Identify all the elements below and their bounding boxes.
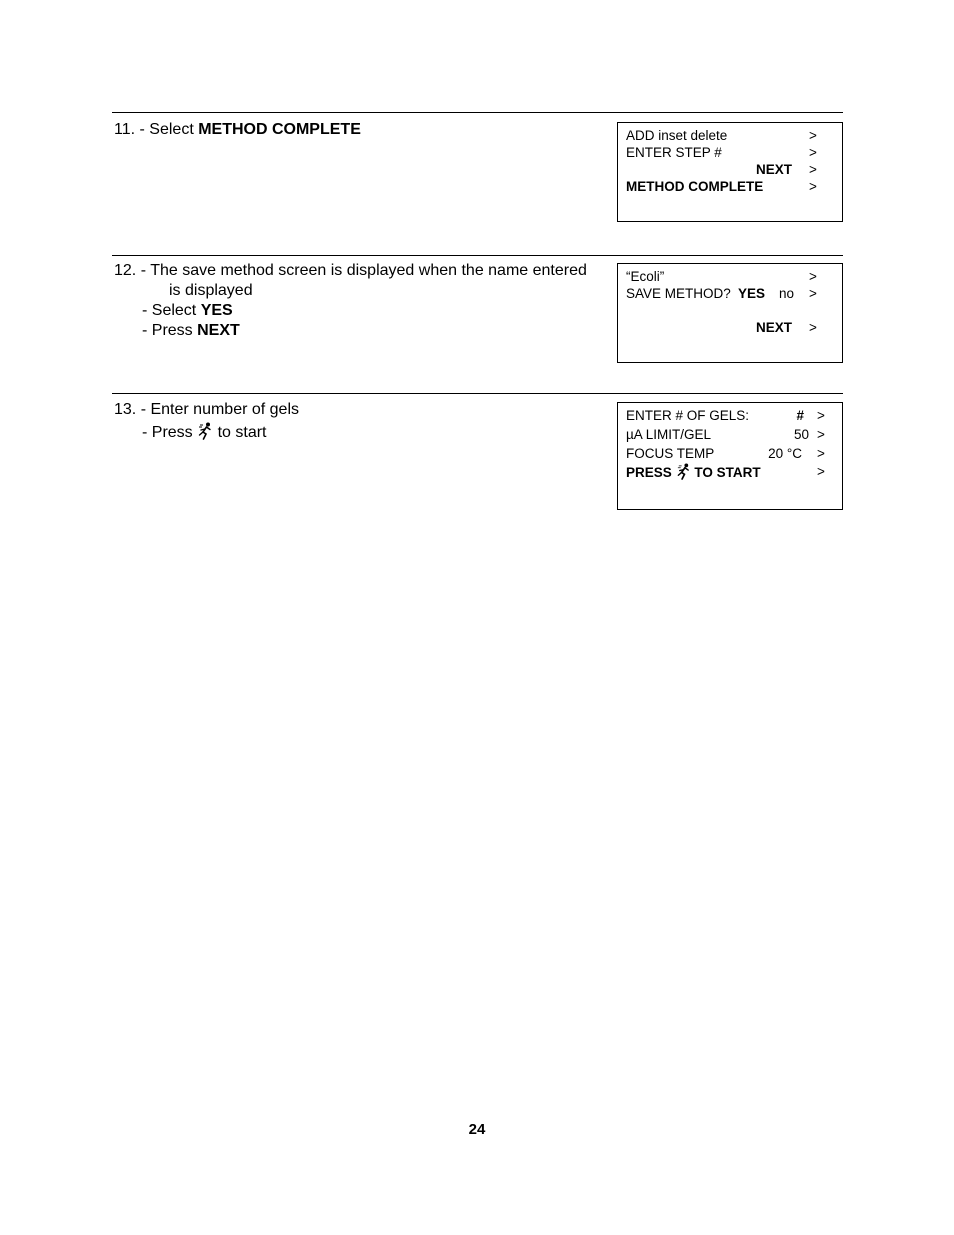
step-13-instructions [114, 400, 614, 446]
display-row [626, 161, 842, 178]
instruction-bold-text: NEXT [197, 322, 240, 339]
runner-icon [197, 422, 213, 446]
section-divider-12 [112, 255, 843, 256]
instruction-text: - Press [142, 424, 193, 441]
instruction-bold-text: METHOD COMPLETE [198, 121, 361, 138]
display-row-arrow: > [809, 162, 817, 177]
display-row-value: NEXT [755, 320, 792, 335]
instruction-text: to start [217, 424, 267, 441]
step-number: 13. [114, 401, 137, 418]
display-row-value: 20 °C [768, 446, 802, 461]
display-row [626, 144, 842, 161]
display-row-arrow: > [809, 286, 817, 301]
display-row [626, 268, 842, 285]
display-yes-option: YES [738, 286, 766, 301]
display-row-arrow: > [817, 427, 825, 442]
display-row-text: ADD inset delete [626, 128, 728, 143]
instruction-text: - The save method screen is displayed when the name entered [140, 262, 587, 279]
step-12-display-screen [617, 263, 843, 363]
display-row-text: METHOD COMPLETE [626, 179, 764, 194]
step-number: 11. [114, 121, 136, 138]
instruction-text: is displayed [169, 282, 253, 299]
display-row-text: “Ecoli” [626, 269, 665, 284]
step-12-instructions [114, 261, 614, 341]
instruction-text: - Enter number of gels [140, 401, 299, 418]
display-row [626, 407, 842, 424]
display-row-arrow: > [809, 128, 817, 143]
display-row-text: PRESS [626, 465, 672, 480]
instruction-text: - Press [142, 322, 198, 339]
instruction-text: - Select [142, 302, 201, 319]
display-row-arrow: > [809, 320, 817, 335]
step-13-display-screen [617, 402, 843, 510]
display-row-arrow: > [809, 269, 817, 284]
display-row [626, 426, 842, 443]
step-11-instructions [114, 120, 614, 140]
step-number: 12. [114, 262, 137, 279]
display-row-text: FOCUS TEMP [626, 446, 715, 461]
instruction-text: - Select [139, 121, 199, 138]
instruction-bold-text: YES [200, 302, 233, 319]
step-11-display-screen [617, 122, 843, 222]
display-row [626, 127, 842, 144]
section-divider-11 [112, 112, 843, 113]
display-row-value: 50 [793, 427, 809, 442]
display-row [626, 445, 842, 462]
display-row [626, 463, 842, 480]
display-row-arrow: > [817, 446, 825, 461]
display-row-text: SAVE METHOD? [626, 286, 731, 301]
display-row [626, 178, 842, 195]
display-row-text: ENTER # OF GELS: [626, 408, 750, 423]
section-divider-13 [112, 393, 843, 394]
display-row-text: ENTER STEP # [626, 145, 722, 160]
display-row [626, 285, 842, 302]
page-number: 24 [468, 1121, 486, 1138]
display-no-option: no [779, 286, 795, 301]
display-row-arrow: > [817, 464, 825, 479]
runner-icon [676, 463, 691, 484]
display-row-text: TO START [694, 465, 761, 480]
display-row-arrow: > [817, 408, 825, 423]
display-row-arrow: > [809, 145, 817, 160]
display-row-value: NEXT [755, 162, 792, 177]
display-row [626, 319, 842, 336]
display-row-value: # [796, 408, 804, 423]
display-row-arrow: > [809, 179, 817, 194]
display-row-text: µA LIMIT/GEL [626, 427, 712, 442]
